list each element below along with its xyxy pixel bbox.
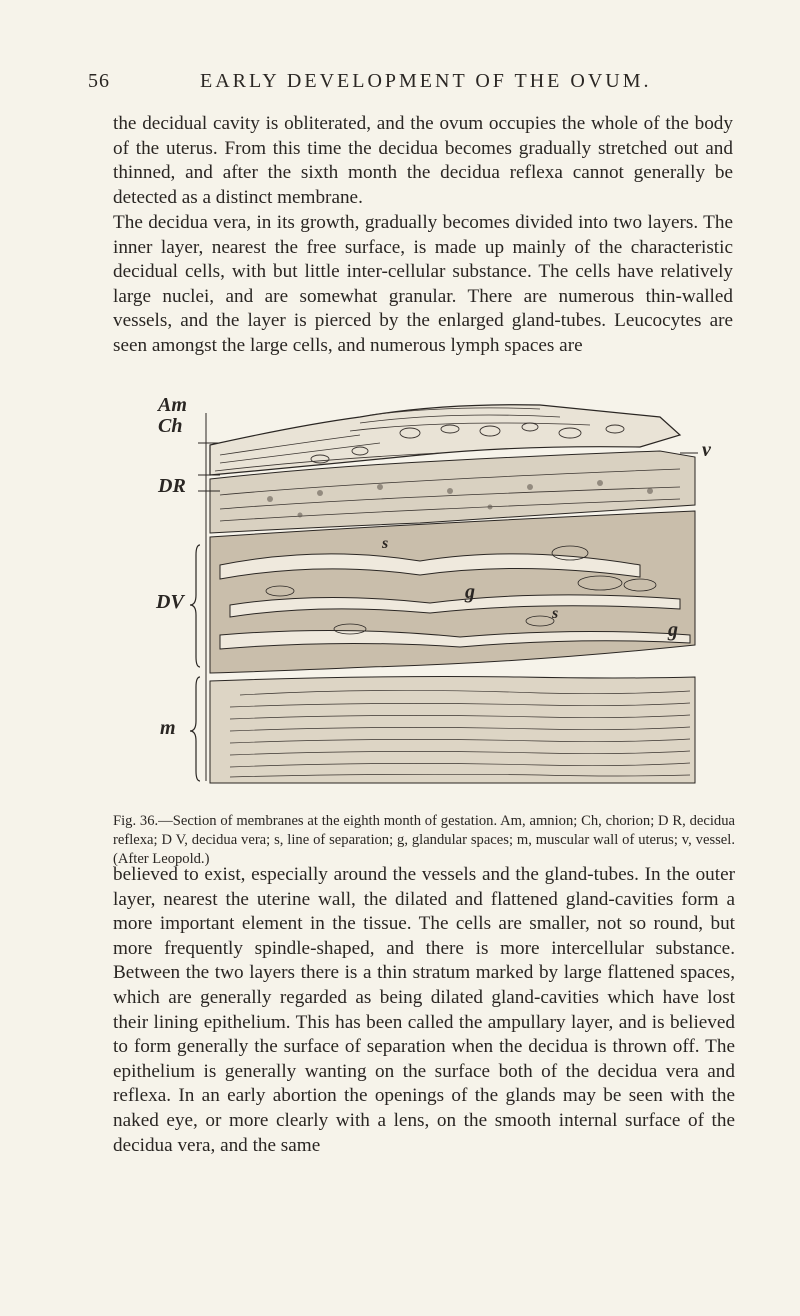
running-header	[88, 70, 740, 100]
membrane-section-drawing	[120, 395, 740, 805]
label-g-1: g	[465, 581, 475, 603]
label-ch: Ch	[158, 415, 183, 437]
paragraph-1: the decidual cavity is obliterated, and the ovum occupies the whole of the body of the uterus. From this time the decidua becomes gradually stretched out and thinned, and after the sixth month the decidua reflexa cannot generally be detected as a distinct membrane.	[113, 113, 733, 208]
paragraph-2: The decidua vera, in its growth, gradually becomes divided into two layers. The inner layer, nearest the free surface, is made up mainly of the characteristic decidual cells, with but little inter-cellular substance. The cells have relatively large nuclei, and are somewhat granular. There are numerous thin-walled vessels, and the layer is pierced by the enlarged gland-tubes. Leucocytes are seen amongst the large cells, and numerous lymph spaces are	[113, 212, 733, 356]
figure-caption: Fig. 36.—Section of membranes at the eighth month of gestation. Am, amnion; Ch, chorion; D R, decidua reflexa; D V, decidua vera; s, line of separation; g, glandular spaces; m, muscular wall of uterus; v, vessel. (After Leopold.)	[113, 813, 735, 867]
label-v: v	[702, 439, 711, 461]
label-s-1: s	[382, 535, 389, 552]
paragraph-3: believed to exist, especially around the vessels and the gland-tubes. In the outer layer, nearest the uterine wall, the dilated and flattened gland-cavities form a more important element in the tissue. The cells are smaller, not so round, but more frequently spindle-shaped, and there is more intercellular substance. Between the two layers there is a thin stratum marked by large flattened spaces, which are generally regarded as being dilated gland-cavities which have lost their lining epithelium. This has been called the ampullary layer, and is believed to form generally the surface of separation when the decidua is thrown off. The epithelium is generally wanting on the surface both of the decidua vera and reflexa. In an early abortion the openings of the glands may be seen with the naked eye, or more clearly with a lens, on the smooth internal surface of the decidua vera, and the same	[113, 864, 735, 1156]
running-title: EARLY DEVELOPMENT OF THE OVUM.	[200, 70, 652, 92]
label-dr: DR	[158, 475, 186, 497]
label-s-2: s	[552, 605, 559, 622]
label-m: m	[160, 717, 176, 739]
label-am: Am	[158, 394, 187, 416]
figure-36-illustration	[120, 395, 740, 805]
label-dv: DV	[156, 591, 184, 613]
label-g-2: g	[668, 619, 678, 641]
page-number: 56	[88, 70, 110, 92]
